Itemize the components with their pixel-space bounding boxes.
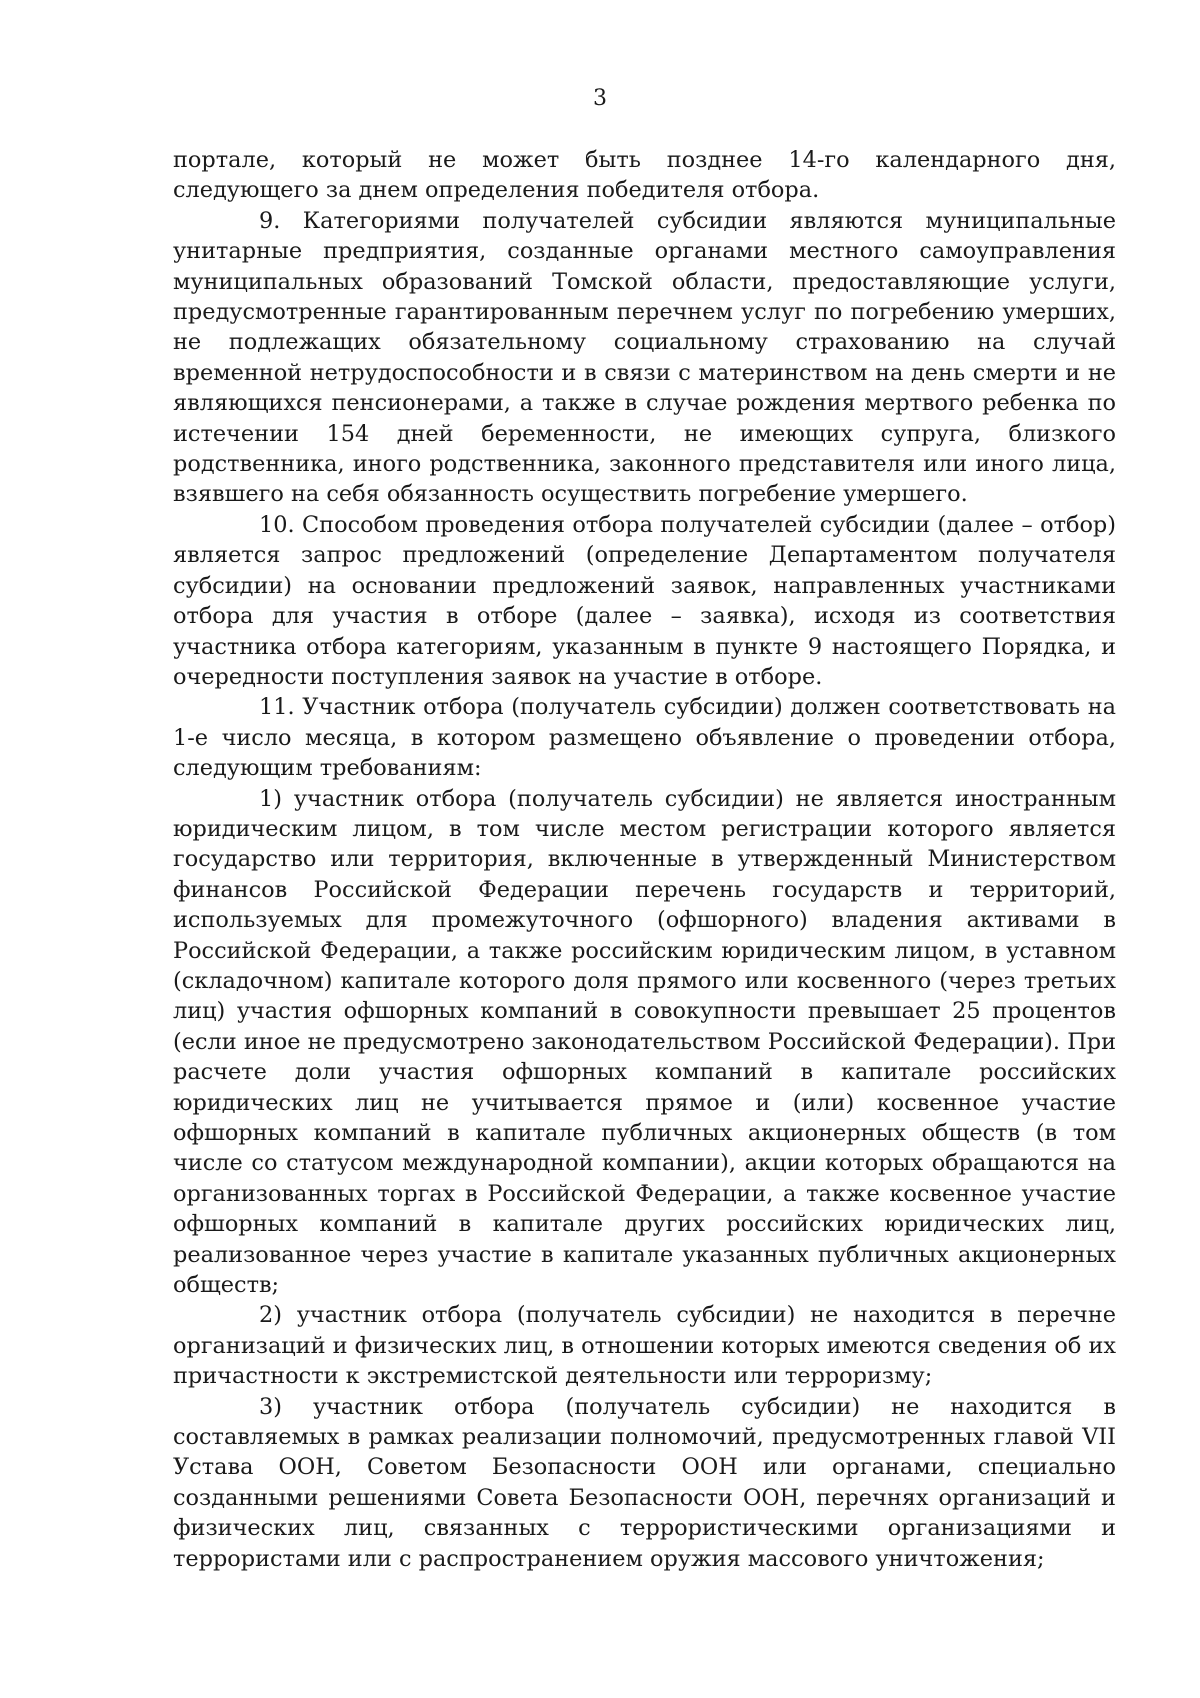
paragraph-item-2: 2) участник отбора (получатель субсидии) не находится в перечне организаций и физических лиц, в отношении которых имеются сведения об их причастности к экстремистской деятельности или терроризму; <box>173 1302 1116 1390</box>
paragraph-item-1: 1) участник отбора (получатель субсидии) не является иностранным юридическим лицом, в том числе местом регистрации которого является государство или территория, включенные в утвержденный Министерством финансов Российской Федерации перечень государств и территорий, используемых для промежуточного (офшорного) владения активами в Российской Федерации, а также российским юридическим лицом, в уставном (складочном) капитале которого доля прямого или косвенного (через третьих лиц) участия офшорных компаний в совокупности превышает 25 процентов (если иное не предусмотрено законодательством Российской Федерации). При расчете доли участия офшорных компаний в капитале российских юридических лиц не учитывается прямое и (или) косвенное участие офшорных компаний в капитале публичных акционерных обществ (в том числе со статусом международной компании), акции которых обращаются на организованных торгах в Российской Федерации, а также косвенное участие офшорных компаний в капитале других российских юридических лиц, реализованное через участие в капитале указанных публичных акционерных обществ; <box>173 785 1116 1299</box>
paragraph-clause-11: 11. Участник отбора (получатель субсидии) должен соответствовать на 1-е число месяца, в котором размещено объявление о проведении отбора, следующим требованиям: <box>173 694 1116 782</box>
page-number: 3 <box>593 86 607 111</box>
paragraph-clause-10: 10. Способом проведения отбора получателей субсидии (далее – отбор) является запрос предложений (определение Департаментом получателя субсидии) на основании предложений заявок, направленных участниками отбора для участия в отборе (далее – заявка), исходя из соответствия участника отбора категориям, указанным в пункте 9 настоящего Порядка, и очередности поступления заявок на участие в отборе. <box>173 511 1116 690</box>
paragraph-continuation: портале, который не может быть позднее 14-го календарного дня, следующего за днем определения победителя отбора. <box>173 147 1116 204</box>
paragraph-clause-9: 9. Категориями получателей субсидии являются муниципальные унитарные предприятия, созданные органами местного самоуправления муниципальных образований Томской области, предоставляющие услуги, предусмотренные гарантированным перечнем услуг по погребению умерших, не подлежащих обязательному социальному страхованию на случай временной нетрудоспособности и в связи с материнством на день смерти и не являющихся пенсионерами, а также в случае рождения мертвого ребенка по истечении 154 дней беременности, не имеющих супруга, близкого родственника, иного родственника, законного представителя или иного лица, взявшего на себя обязанность осуществить погребение умершего. <box>173 207 1116 508</box>
document-body <box>173 145 1116 1574</box>
paragraph-item-3: 3) участник отбора (получатель субсидии) не находится в составляемых в рамках реализации полномочий, предусмотренных главой VII Устава ООН, Советом Безопасности ООН или органами, специально созданными решениями Совета Безопасности ООН, перечнях организаций и физических лиц, связанных с террористическими организациями и террористами или с распространением оружия массового уничтожения; <box>173 1393 1116 1572</box>
